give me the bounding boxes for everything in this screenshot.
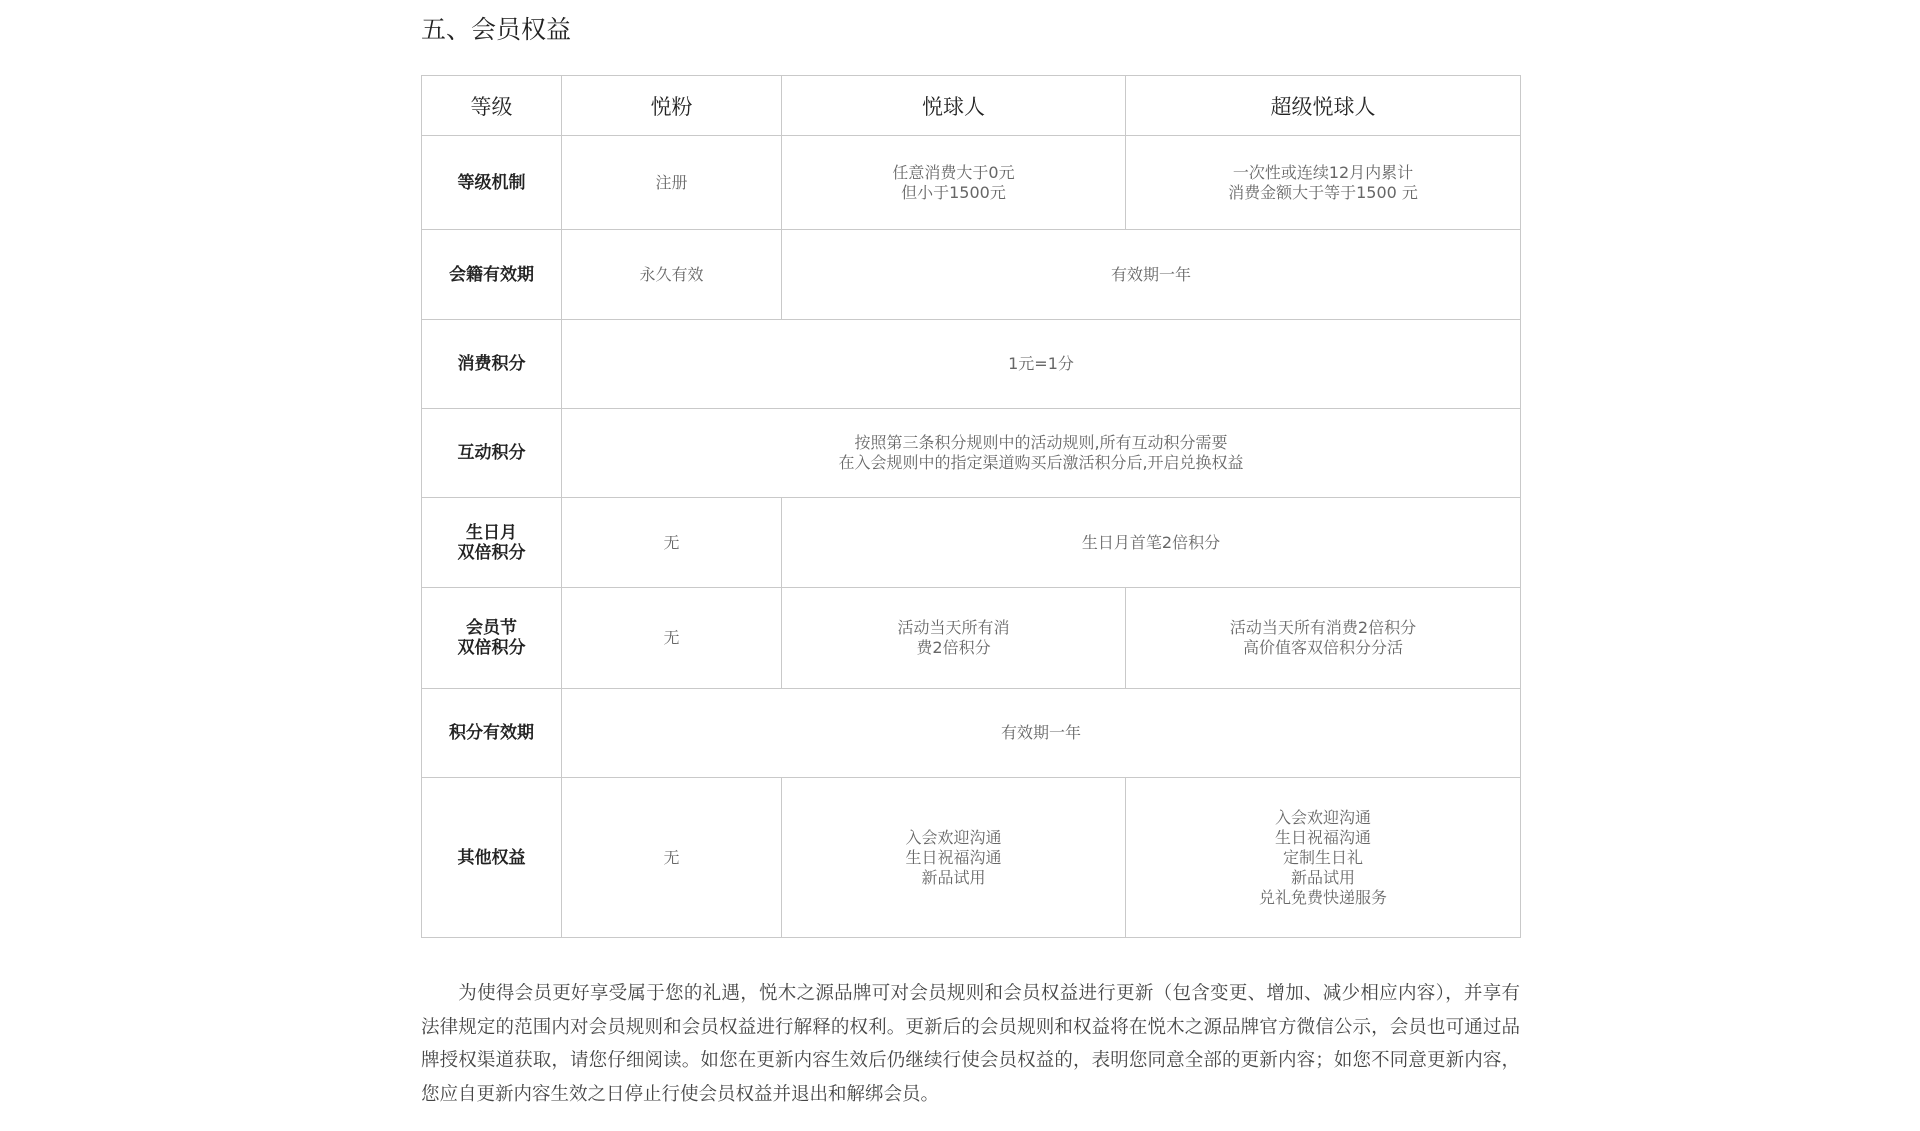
header-super-yueqiuren: 超级悦球人 <box>1126 76 1521 136</box>
row-label <box>422 588 562 689</box>
row-label-line: 会员节 <box>466 618 517 638</box>
cell-line: 生日祝福沟通 <box>1274 827 1371 847</box>
cell-value: 无 <box>562 778 782 938</box>
cell-line: 消费金额大于等于1500 元 <box>1228 182 1418 202</box>
cell-line: 任意消费大于0元 <box>892 162 1015 182</box>
row-label: 会籍有效期 <box>422 230 562 320</box>
row-label: 消费积分 <box>422 320 562 409</box>
cell-line: 新品试用 <box>1290 867 1355 887</box>
cell-line: 生日祝福沟通 <box>905 847 1002 867</box>
row-label: 积分有效期 <box>422 689 562 778</box>
row-label-line: 生日月 <box>466 522 517 543</box>
cell-value: 注册 <box>562 136 782 230</box>
cell-line: 新品试用 <box>921 867 986 887</box>
cell-value: 无 <box>562 588 782 689</box>
update-notice-paragraph <box>421 977 1520 1111</box>
cell-line: 一次性或连续12月内累计 <box>1232 162 1414 182</box>
cell-line: 兑礼免费快递服务 <box>1258 887 1387 907</box>
cell-value: 永久有效 <box>562 230 782 320</box>
cell-line: 活动当天所有消 <box>897 618 1010 637</box>
cell-line: 入会欢迎沟通 <box>905 827 1002 847</box>
cell-value <box>782 136 1126 230</box>
cell-value <box>1126 136 1521 230</box>
cell-value: 有效期一年 <box>782 230 1521 320</box>
row-label-line: 双倍积分 <box>457 638 526 658</box>
cell-line: 活动当天所有消费2倍积分 <box>1229 618 1417 637</box>
update-notice-text: 为使得会员更好享受属于您的礼遇，悦木之源品牌可对会员规则和会员权益进行更新（包含变更、增加、减少相应内容），并享有法律规定的范围内对会员规则和会员权益进行解释的权利。更新后的会员规则和权益将在悦木之源品牌官方微信公示，会员也可通过品牌授权渠道获取，请您仔细阅读。如您在更新内容生效后仍继续行使会员权益的，表明您同意全部的更新内容；如您不同意更新内容，您应自更新内容生效之日停止行使会员权益并退出和解绑会员。 <box>421 983 1520 1105</box>
cell-line: 入会欢迎沟通 <box>1274 807 1371 827</box>
row-label: 等级机制 <box>422 136 562 230</box>
cell-line: 按照第三条积分规则中的活动规则,所有互动积分需要 <box>854 433 1228 452</box>
header-yueqiuren: 悦球人 <box>782 76 1126 136</box>
table-row <box>422 689 1521 778</box>
header-level: 等级 <box>422 76 562 136</box>
cell-value: 1元=1分 <box>562 320 1521 409</box>
cell-value: 无 <box>562 498 782 588</box>
cell-line: 但小于1500元 <box>901 182 1006 202</box>
cell-line: 高价值客双倍积分分活 <box>1242 638 1403 657</box>
table-header-row <box>422 76 1521 136</box>
cell-value <box>782 778 1126 938</box>
membership-benefits-table <box>421 75 1521 938</box>
table-row <box>422 320 1521 409</box>
cell-value <box>1126 588 1521 689</box>
cell-value: 有效期一年 <box>562 689 1521 778</box>
cell-line: 定制生日礼 <box>1282 847 1363 867</box>
cell-value <box>782 588 1126 689</box>
table-row <box>422 498 1521 588</box>
table-row <box>422 588 1521 689</box>
table-row <box>422 136 1521 230</box>
cell-value <box>1126 778 1521 938</box>
header-yuefen: 悦粉 <box>562 76 782 136</box>
row-label: 其他权益 <box>422 778 562 938</box>
cell-line: 在入会规则中的指定渠道购买后激活积分后,开启兑换权益 <box>838 453 1244 472</box>
table-row <box>422 409 1521 498</box>
row-label-line: 双倍积分 <box>457 542 526 563</box>
section-title: 五、会员权益 <box>421 15 572 44</box>
cell-value <box>562 409 1521 498</box>
table-row <box>422 778 1521 938</box>
row-label <box>422 498 562 588</box>
cell-line: 费2倍积分 <box>916 638 991 657</box>
table-row <box>422 230 1521 320</box>
cell-value: 生日月首笔2倍积分 <box>782 498 1521 588</box>
row-label: 互动积分 <box>422 409 562 498</box>
